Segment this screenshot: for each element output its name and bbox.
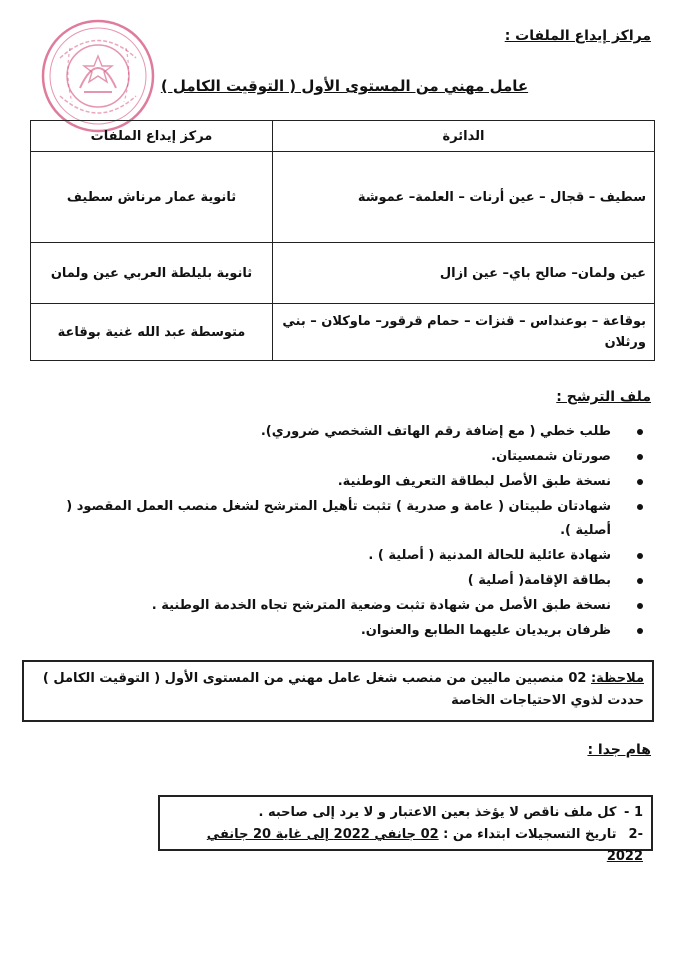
official-stamp-icon	[40, 18, 156, 134]
note-text: 02 منصبين ماليين من منصب شغل عامل مهني من المستوى الأول ( التوقيت الكامل ) حددت لذوي الاحتياجات الخاصة	[42, 671, 644, 708]
table-row	[31, 243, 655, 304]
bullet-icon	[637, 504, 643, 510]
list-item	[41, 569, 651, 593]
list-item	[41, 495, 651, 543]
item-number: -2	[628, 827, 643, 842]
application-file-heading: ملف الترشح :	[556, 389, 651, 405]
requirement-text: نسخة طبق الأصل لبطاقة التعريف الوطنية.	[337, 474, 611, 489]
header-center: مركز إيداع الملفات	[31, 121, 273, 152]
header-daira: الدائرة	[273, 121, 655, 152]
list-item	[41, 470, 651, 494]
center-cell: ثانوية بليلطة العربي عين ولمان	[31, 243, 273, 304]
bullet-icon	[637, 628, 643, 634]
requirements-list	[41, 420, 651, 644]
item-number: 1 -	[624, 805, 643, 820]
table-row	[31, 152, 655, 243]
list-item	[41, 445, 651, 469]
requirement-text: شهادة عائلية للحالة المدنية ( أصلية ) .	[368, 548, 611, 563]
registration-dates: 02 جانفي 2022 إلى غاية 20 جانفي 2022	[206, 827, 643, 864]
requirement-text: بطاقة الإقامة( أصلية )	[467, 573, 611, 588]
table-header-row	[31, 121, 655, 152]
bullet-icon	[637, 578, 643, 584]
table-row	[31, 304, 655, 361]
registration-prefix: تاريخ التسجيلات ابتداء من :	[438, 827, 617, 842]
bullet-icon	[637, 454, 643, 460]
position-subtitle: عامل مهني من المستوى الأول ( التوقيت الكامل )	[160, 77, 529, 95]
list-item	[41, 594, 651, 618]
note-label: ملاحظة:	[590, 671, 644, 686]
center-cell: ثانوية عمار مرناش سطيف	[31, 152, 273, 243]
important-text: كل ملف ناقص لا يؤخذ بعين الاعتبار و لا يرد إلى صاحبه .	[258, 805, 617, 820]
center-cell: متوسطة عبد الله غنية بوقاعة	[31, 304, 273, 361]
bullet-icon	[637, 429, 643, 435]
bullet-icon	[637, 553, 643, 559]
daira-cell: عين ولمان– صالح باي– عين ازال	[273, 243, 655, 304]
requirement-text: نسخة طبق الأصل من شهادة تثبت وضعية المترشح تجاه الخدمة الوطنية .	[151, 598, 611, 613]
important-heading: هام جدا :	[587, 742, 651, 758]
note-box	[22, 660, 654, 722]
bullet-icon	[637, 479, 643, 485]
page-title: مراكز إيداع الملفات :	[504, 28, 651, 44]
important-box	[158, 795, 653, 864]
deposit-centers-table	[30, 120, 655, 361]
daira-cell: بوقاعة – بوعنداس – قنزات – حمام قرقور– ماوكلان – بني ورثلان	[273, 304, 655, 361]
requirement-text: صورتان شمسيتان.	[491, 449, 611, 464]
requirement-text: ظرفان بريديان عليهما الطابع والعنوان.	[360, 623, 611, 638]
requirement-text: شهادتان طبيتان ( عامة و صدرية ) تثبت تأهيل المترشح لشغل منصب العمل المقصود ( أصلية ).	[66, 499, 611, 538]
list-item	[41, 420, 651, 444]
list-item	[41, 619, 651, 643]
important-item	[168, 802, 643, 824]
list-item	[41, 544, 651, 568]
bullet-icon	[637, 603, 643, 609]
requirement-text: طلب خطي ( مع إضافة رقم الهاتف الشخصي ضروري).	[260, 424, 611, 439]
daira-cell: سطيف – قجال – عين أرنات – العلمة– عموشة	[273, 152, 655, 243]
important-item	[168, 824, 643, 868]
